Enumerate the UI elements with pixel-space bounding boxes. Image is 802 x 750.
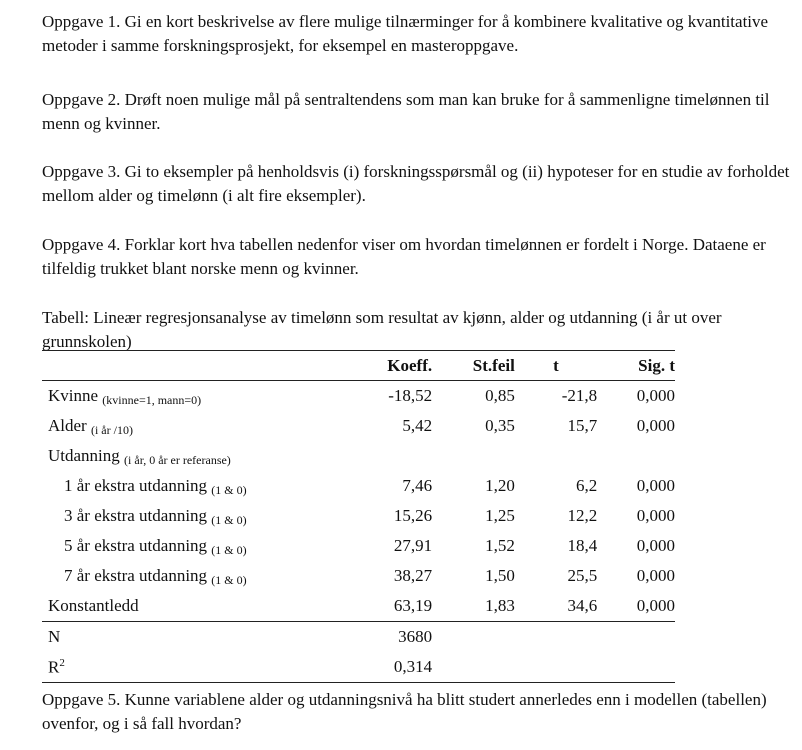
cell-t: 25,5 bbox=[567, 566, 598, 585]
table-row-utdanning-7 bbox=[42, 561, 675, 591]
cell-t: 12,2 bbox=[567, 506, 598, 525]
cell-koeff: 7,46 bbox=[402, 476, 433, 495]
cell-koeff: 63,19 bbox=[393, 596, 433, 615]
task-5-text: Oppgave 5. Kunne variablene alder og utdanningsnivå ha blitt studert annerledes enn i modellen (tabellen) ovenfor, og i så fall hvordan? bbox=[42, 690, 767, 733]
header-stfeil: St.feil bbox=[472, 355, 515, 375]
row-label: Kvinne (kvinne=1, mann=0) bbox=[48, 386, 202, 407]
table-row-n bbox=[42, 622, 675, 653]
cell-t: -21,8 bbox=[561, 386, 598, 405]
r2-superscript: 2 bbox=[59, 656, 65, 669]
cell-t: 34,6 bbox=[567, 596, 598, 615]
row-note: (i år /10) bbox=[90, 423, 133, 437]
cell-koeff: 27,91 bbox=[393, 536, 433, 555]
row-note: (1 & 0) bbox=[211, 543, 247, 557]
row-label: Utdanning (i år, 0 år er referanse) bbox=[48, 446, 231, 467]
cell-sig: 0,000 bbox=[636, 596, 675, 615]
row-label: 5 år ekstra utdanning (1 & 0) bbox=[64, 536, 247, 557]
cell-koeff: 5,42 bbox=[402, 416, 433, 435]
row-label: 1 år ekstra utdanning (1 & 0) bbox=[64, 476, 247, 497]
cell-sig: 0,000 bbox=[636, 386, 675, 405]
header-t: t bbox=[553, 355, 559, 375]
row-note: (kvinne=1, mann=0) bbox=[102, 393, 202, 407]
cell-koeff: 38,27 bbox=[393, 566, 433, 585]
regression-table bbox=[42, 350, 675, 683]
table-row-utdanning-1 bbox=[42, 471, 675, 501]
cell-sig: 0,000 bbox=[636, 476, 675, 495]
cell-t: 18,4 bbox=[567, 536, 598, 555]
cell-sig: 0,000 bbox=[636, 506, 675, 525]
task-4-text: Oppgave 4. Forklar kort hva tabellen nedenfor viser om hvordan timelønnen er fordelt i Norge. Dataene er tilfeldig trukket blant norske menn og kvinner. bbox=[42, 235, 766, 278]
table-row-r2 bbox=[42, 652, 675, 683]
table-row-kvinne bbox=[42, 381, 675, 412]
row-label: N bbox=[48, 627, 61, 646]
row-note: (1 & 0) bbox=[211, 573, 247, 587]
cell-stfeil: 1,52 bbox=[485, 536, 515, 555]
cell-stfeil: 0,85 bbox=[485, 386, 515, 405]
table-caption: Tabell: Lineær regresjonsanalyse av timelønn som resultat av kjønn, alder og utdanning (i år ut over grunnskolen) bbox=[42, 308, 722, 351]
row-note: (1 & 0) bbox=[211, 513, 247, 527]
cell-sig: 0,000 bbox=[636, 566, 675, 585]
row-note: (i år, 0 år er referanse) bbox=[124, 453, 231, 467]
row-label: Konstantledd bbox=[48, 596, 139, 615]
task-1-text: Oppgave 1. Gi en kort beskrivelse av flere mulige tilnærminger for å kombinere kvalitative og kvantitative metoder i samme forskningsprosjekt, for eksempel en masteroppgave. bbox=[42, 12, 769, 55]
header-sig: Sig. t bbox=[638, 355, 675, 375]
table-row-utdanning bbox=[42, 441, 675, 471]
row-label: Alder (i år /10) bbox=[48, 416, 133, 437]
table-header-row bbox=[42, 351, 675, 381]
header-koeff: Koeff. bbox=[387, 355, 433, 375]
row-label: 7 år ekstra utdanning (1 & 0) bbox=[64, 566, 247, 587]
cell-stfeil: 0,35 bbox=[485, 416, 515, 435]
cell-stfeil: 1,50 bbox=[485, 566, 515, 585]
table-row-utdanning-5 bbox=[42, 531, 675, 561]
row-label: 3 år ekstra utdanning (1 & 0) bbox=[64, 506, 247, 527]
table-row-alder bbox=[42, 411, 675, 441]
row-label: $R^2$ bbox=[48, 656, 65, 677]
task-2-text: Oppgave 2. Drøft noen mulige mål på sentraltendens som man kan bruke for å sammenligne timelønnen til menn og kvinner. bbox=[42, 90, 770, 133]
cell-stfeil: 1,20 bbox=[485, 476, 515, 495]
cell-stfeil: 1,25 bbox=[485, 506, 515, 525]
table-row-utdanning-3 bbox=[42, 501, 675, 531]
cell-t: 15,7 bbox=[567, 416, 598, 435]
cell-t: 6,2 bbox=[575, 476, 598, 495]
table-row-konstantledd bbox=[42, 591, 675, 622]
cell-stfeil: 1,83 bbox=[485, 596, 515, 615]
cell-sig: 0,000 bbox=[636, 416, 675, 435]
cell-koeff: 15,26 bbox=[393, 506, 433, 525]
cell-koeff: -18,52 bbox=[388, 386, 433, 405]
cell-koeff: 3680 bbox=[398, 627, 433, 646]
task-3-text: Oppgave 3. Gi to eksempler på henholdsvis (i) forskningsspørsmål og (ii) hypoteser for en studie av forholdet mellom alder og timelønn (i alt fire eksempler). bbox=[42, 162, 790, 205]
header-empty bbox=[42, 351, 377, 381]
row-note: (1 & 0) bbox=[211, 483, 247, 497]
cell-koeff: 0,314 bbox=[393, 657, 433, 676]
cell-sig: 0,000 bbox=[636, 536, 675, 555]
